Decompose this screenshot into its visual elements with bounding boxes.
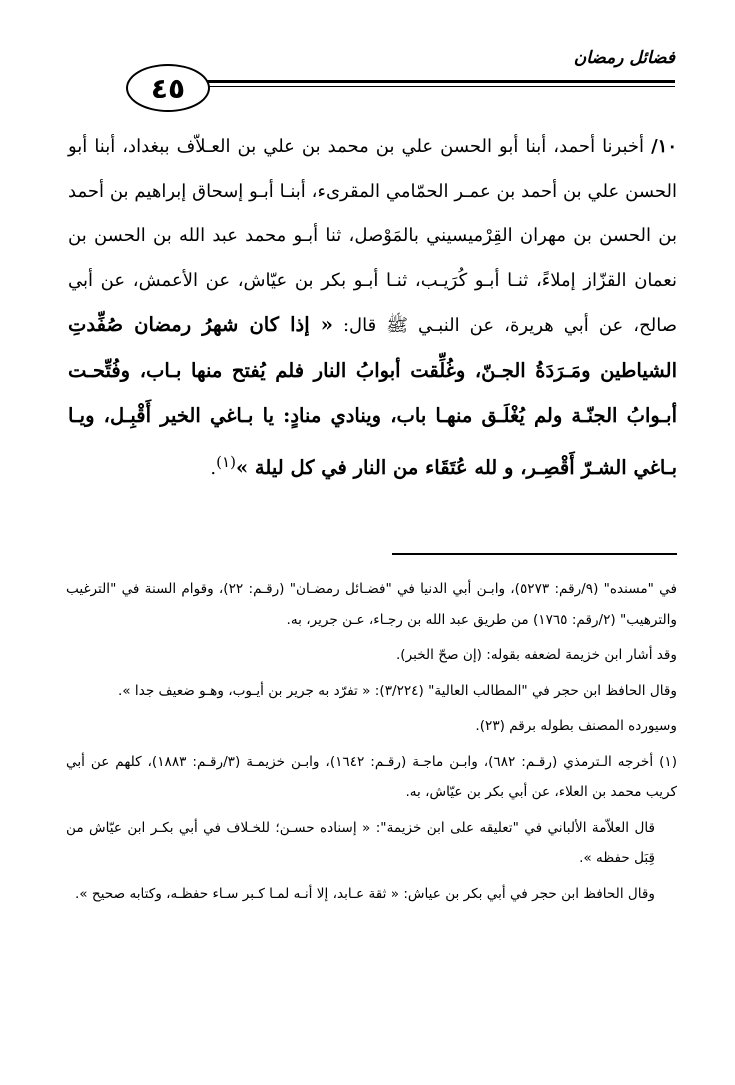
- footnote-1: (١) أخرجه الـترمذي (رقـم: ٦٨٢)، وابـن ماجـة (رقـم: ١٦٤٢)، وابـن خزيمـة (٣/رقـم: ١٨٨٣)، كلهم عن أبي كريب محمد بن العلاء، عن أبي بكر بن عيّاش، به.: [66, 753, 677, 800]
- running-title: فضائل رمضان: [573, 48, 675, 68]
- footnote-paragraph: وقال الحافظ ابن حجر في أبي بكر بن عياش: « ثقة عـابد، إلا أنـه لمـا كـبر سـاء حفظـه، وكتابه صحيح ».: [74, 885, 655, 902]
- main-text: [68, 125, 677, 491]
- footnotes: [66, 574, 677, 914]
- hadith-number: ١٠/: [651, 136, 677, 157]
- footnote-paragraph: وقال الحافظ ابن حجر في "المطالب العالية" (٣/٢٢٤): « تفرّد به جرير بن أيـوب، وهـو ضعيف جدا ».: [117, 682, 677, 699]
- footnote-paragraph: قال العلاّمة الألباني في "تعليقه على ابن خزيمة": « إسناده حسـن؛ للخـلاف في أبي بكـر ابن عيّاش من قِبَل حفظه ».: [66, 819, 655, 866]
- footnote-separator: [392, 553, 677, 555]
- header-rule-thin: [205, 86, 675, 87]
- header-rule: [205, 80, 675, 83]
- isnad-text: أخبرنا أحمد، أبنا أبو الحسن علي بن محمد بن علي بن العـلاّف ببغداد، أبنا أبو الحسن علي بن أحمد بن عمـر الحمّامي المقرىء، أبنـا أبـو إسحاق إبراهيم بن أحمد بن الحسن بن مهران القِرْميسيني بالمَوْصل، ثنا أبـو محمد عبد الله بن الحسن بن نعمان القزّاز إملاءً، ثنـا أبـو كُرَيـب، ثنـا أبـو بكر بن عيّاش، عن الأعمش، عن أبي صالح، عن أبي هريرة، عن النبـي ﷺ قال:: [68, 136, 677, 336]
- footnote-paragraph: في "مسنده" (٩/رقم: ٥٢٧٣)، وابـن أبي الدنيا في "فضـائل رمضـان" (رقـم: ٢٢)، وقوام السنة في "الترغيب والترهيب" (٢/رقم: ١٧٦٥) من طريق عبد الله بن رجـاء، عـن جرير، به.: [66, 581, 678, 628]
- footnote-paragraph: وقد أشار ابن خزيمة لضعفه بقوله: (إن صحّ الخبر).: [395, 647, 677, 663]
- footnote-paragraph: وسيورده المصنف بطوله برقم (٢٣).: [475, 718, 677, 734]
- footnote-ref: (١): [216, 452, 236, 471]
- page-number: ٤٥: [126, 64, 210, 112]
- hadith-text: « إذا كان شهرُ رمضان صُفِّدتِ الشياطين ومَـرَدَةُ الجـنّ، وغُلِّقت أبوابُ النار فلم يُفتح منها بـاب، وفُتِّحـت أبـوابُ الجنّـة ولم يُغْلَـق منهـا باب، وينادي منادٍ: يا بـاغي الخير أَقْبِـل، ويـا بـاغي الشـرّ أَقْصِـر، و لله عُتَقَاء من النار في كل ليلة »: [68, 313, 677, 479]
- end-punctuation: .: [210, 457, 217, 479]
